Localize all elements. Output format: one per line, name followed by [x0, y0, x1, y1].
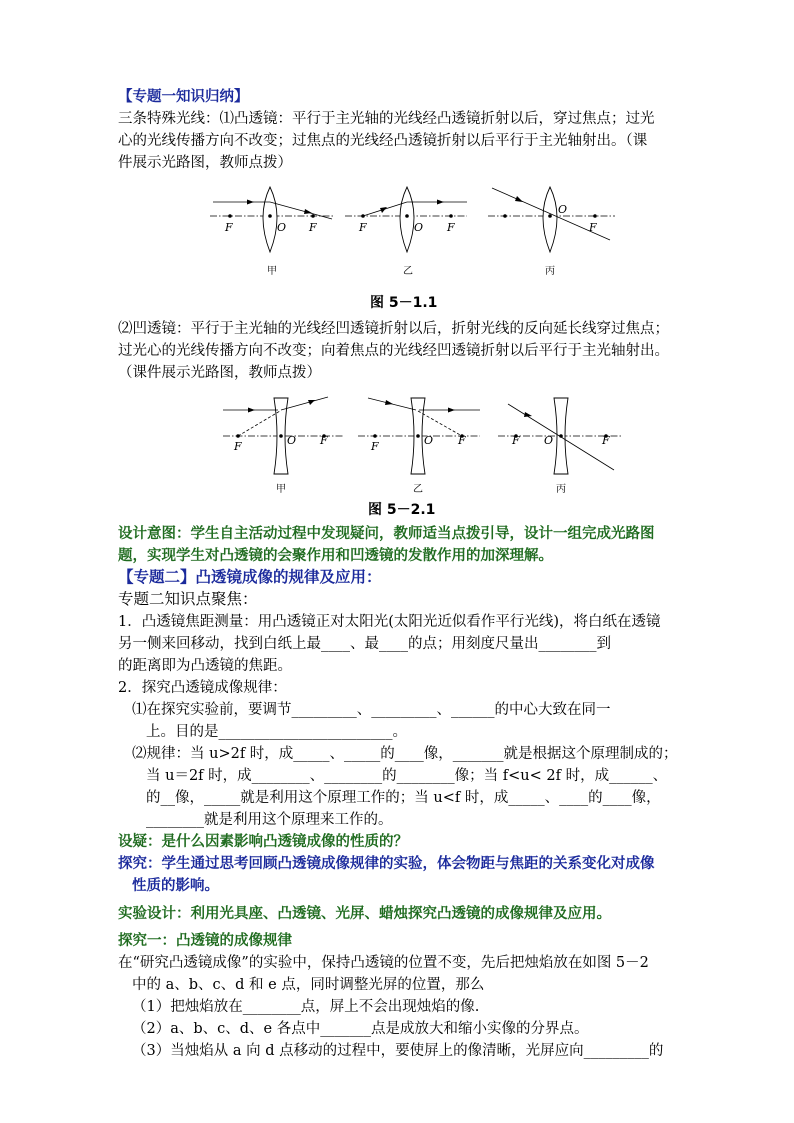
item2-2-line-4: ________就是利用这个原理来工作的。 [146, 812, 393, 828]
explore1-text-line-1: 在“研究凸透镜成像”的实验中，保持凸透镜的位置不变，先后把烛焰放在如图 5－2 [118, 955, 649, 971]
figure2-label-bing: 丙 [556, 484, 566, 495]
center-label: O [414, 221, 424, 234]
focus-label: F [320, 434, 328, 447]
center-label: O [287, 434, 297, 447]
section2-title: 【专题二】凸透镜成像的规律及应用： [118, 567, 382, 586]
question-1: （1）把烛焰放在________点，屏上不会出现烛焰的像. [132, 999, 480, 1015]
explore1-title: 探究一：凸透镜的成像规律 [118, 932, 292, 949]
concave-text-line-3: （课件展示光路图，教师点拨） [118, 365, 321, 381]
figure1-label-bing: 丙 [545, 266, 555, 277]
explore-line-2: 性质的影响。 [132, 877, 219, 894]
convex-diagram-bing [488, 187, 615, 277]
center-label: O [277, 221, 287, 234]
convex-diagram-yi [345, 187, 467, 277]
figure1-caption: 图 5－1.1 [370, 295, 438, 311]
design-intent-line-2: 题，实现学生对凸透镜的会聚作用和凹透镜的发散作用的加深理解。 [118, 547, 553, 564]
item2-1-line-2: 上。目的是________________________。 [146, 724, 407, 740]
convex-diagram-jia [210, 187, 335, 277]
figure2-label-yi: 乙 [413, 484, 423, 495]
item2-1-line-1: ⑴在探究实验前，要调节_________、_________、______的中心大致在同一 [132, 702, 611, 718]
convex-text-line-2: 心的光线传播方向不改变；过焦点的光线经凸透镜折射以后平行于主光轴射出。（课 [118, 133, 648, 149]
experiment-line: 实验设计：利用光具座、凸透镜、光屏、蜡烛探究凸透镜的成像规律及应用。 [118, 905, 611, 922]
focus-label: F [458, 434, 466, 447]
section2-subtitle: 专题二知识点聚焦： [118, 590, 258, 608]
focus-label: F [512, 434, 520, 447]
concave-diagram-yi [358, 398, 480, 495]
focus-label: F [359, 221, 367, 234]
explore1-text-line-2: 中的 a、b、c、d 和 e 点，同时调整光屏的位置，那么 [132, 977, 485, 993]
figure-concave-lens-diagrams [218, 390, 628, 495]
item1-line-1: 1．凸透镜焦距测量：用凸透镜正对太阳光(太阳光近似看作平行光线)，将白纸在透镜 [118, 614, 661, 630]
item2-2-line-1: ⑵规律：当 u>2f 时，成_____、_____的____像，_______就是根据这个原理制成的； [132, 746, 678, 762]
focus-label: F [589, 221, 597, 234]
figure-convex-lens-diagrams [205, 182, 625, 282]
item1-line-3: 的距离即为凸透镜的焦距。 [118, 658, 292, 674]
focus-label: F [225, 221, 233, 234]
concave-text-line-1: ⑵凹透镜：平行于主光轴的光线经凹透镜折射以后，折射光线的反向延长线穿过焦点； [118, 321, 669, 337]
focus-label: F [602, 434, 610, 447]
item2-title: 2．探究凸透镜成像规律： [118, 680, 287, 696]
center-label: O [558, 203, 568, 216]
figure1-label-jia: 甲 [267, 266, 277, 277]
item1-line-2: 另一侧来回移动，找到白纸上最____、最____的点；用刻度尺量出________到 [118, 636, 611, 652]
convex-text-line-1: 三条特殊光线：⑴凸透镜：平行于主光轴的光线经凸透镜折射以后，穿过焦点；过光 [118, 111, 655, 127]
figure2-caption: 图 5－2.1 [368, 502, 436, 518]
item2-2-line-2: 当 u＝2f 时，成________、________的________像；当 f<u< 2f 时，成______、 [146, 768, 668, 784]
focus-label: F [371, 440, 379, 453]
explore-line-1: 探究：学生通过思考回顾凸透镜成像规律的实验，体会物距与焦距的关系变化对成像 [118, 855, 655, 872]
convex-text-line-3: 件展示光路图，教师点拨） [118, 155, 292, 171]
focus-label: F [234, 440, 242, 453]
concave-diagram-jia [223, 397, 343, 495]
concave-text-line-2: 过光心的光线传播方向不改变；向着焦点的光线经凹透镜折射以后平行于主光轴射出。 [118, 343, 669, 359]
figure1-label-yi: 乙 [403, 266, 413, 277]
focus-label: F [309, 221, 317, 234]
section1-title: 【专题一知识归纳】 [118, 88, 249, 105]
question-3: （3）当烛焰从 a 向 d 点移动的过程中，要使屏上的像清晰，光屏应向_________的 [132, 1043, 664, 1059]
concave-diagram-bing [498, 398, 622, 495]
question-line: 设疑：是什么因素影响凸透镜成像的性质的？ [118, 833, 408, 850]
design-intent-line-1: 设计意图：学生自主活动过程中发现疑问，教师适当点拨引导，设计一组完成光路图 [118, 525, 655, 542]
item2-2-line-3: 的__像，_____就是利用这个原理工作的；当 u<f 时，成_____、____的____像， [146, 790, 661, 806]
figure2-label-jia: 甲 [276, 484, 286, 495]
focus-label: F [447, 221, 455, 234]
question-2: （2）a、b、c、d、e 各点中_______点是成放大和缩小实像的分界点。 [132, 1021, 589, 1037]
center-label: O [544, 434, 554, 447]
center-label: O [424, 434, 434, 447]
